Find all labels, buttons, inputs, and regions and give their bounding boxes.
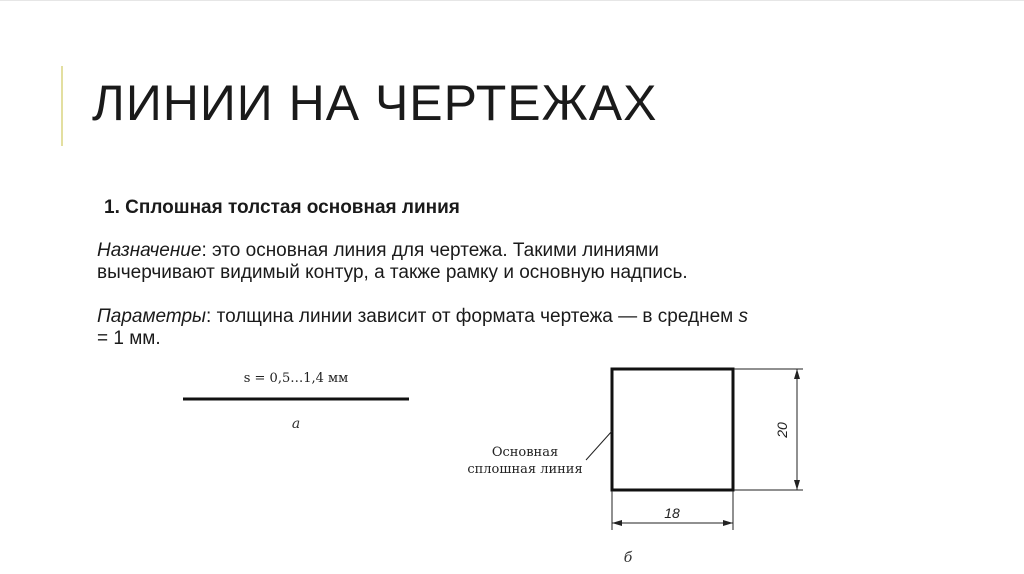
parameters-value: 1 мм.	[108, 328, 161, 349]
slide-title: ЛИНИИ НА ЧЕРТЕЖАХ	[92, 75, 658, 131]
callout-label-line1: Основная	[491, 445, 559, 460]
dim-height-label: 20	[774, 422, 790, 438]
callout-leader	[586, 431, 612, 460]
figure-a-caption: а	[291, 416, 301, 432]
line-thickness-formula: s = 0,5…1,4 мм	[243, 371, 349, 386]
parameters-text: толщина линии зависит от формата чертежа — в среднем	[216, 306, 739, 327]
dim-arrow-right	[723, 520, 733, 526]
figure-b	[467, 369, 803, 566]
callout-label-line2: сплошная линия	[467, 462, 583, 477]
parameters-sep: :	[206, 306, 217, 327]
square-contour	[612, 369, 733, 490]
figure-b-caption: б	[623, 550, 633, 566]
purpose-term: Назначение	[97, 240, 202, 261]
dim-width-label: 18	[664, 505, 680, 521]
figure-a	[183, 371, 409, 432]
purpose-text-line1: это основная линия для чертежа. Такими линиями	[212, 240, 659, 261]
purpose-sep: :	[201, 240, 213, 261]
section-heading: 1. Сплошная толстая основная линия	[104, 197, 460, 218]
dim-arrow-down	[794, 480, 800, 490]
dim-arrow-left	[612, 520, 622, 526]
parameters-term: Параметры	[97, 306, 207, 327]
parameters-var: s	[738, 306, 748, 327]
dim-arrow-up	[794, 369, 800, 379]
purpose-text-line2: вычерчивают видимый контур, а также рамку и основную надпись.	[97, 262, 688, 283]
parameters-eq: =	[97, 328, 109, 349]
